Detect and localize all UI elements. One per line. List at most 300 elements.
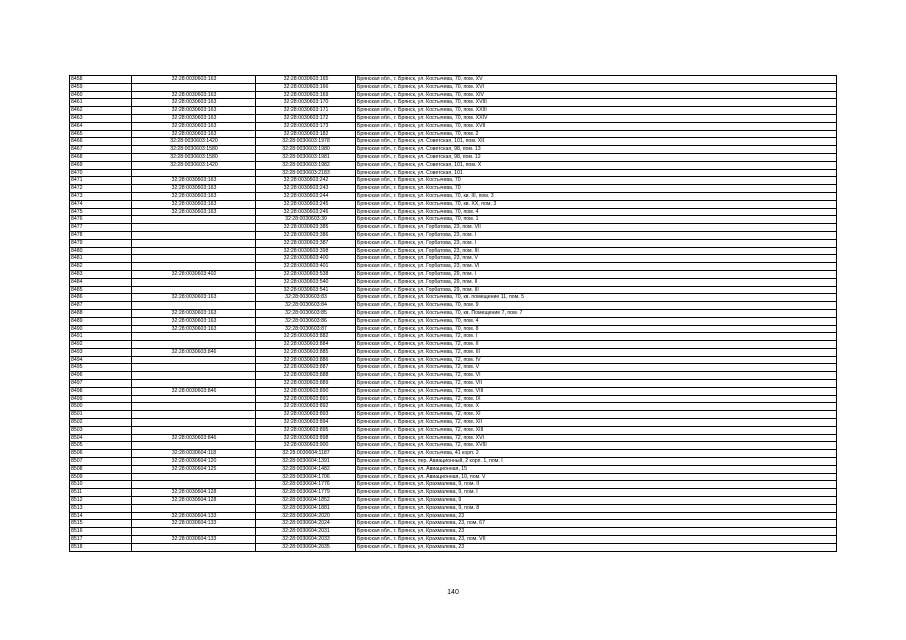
row-number-cell: 8513 bbox=[70, 504, 132, 512]
address-cell: Брянская обл., г. Брянск, ул. Авиационная, 10, пом. V bbox=[356, 473, 837, 481]
parent-cadastral-number-cell bbox=[132, 426, 256, 434]
table-row bbox=[70, 146, 837, 154]
parent-cadastral-number-cell: 32:28:0030604:133 bbox=[132, 536, 256, 544]
row-number-cell: 8464 bbox=[70, 122, 132, 130]
cadastral-number-cell: 32:28:0030603:894 bbox=[256, 419, 356, 427]
address-cell: Брянская обл., г. Брянск, ул. Костычева, 72, пом. XVI bbox=[356, 434, 837, 442]
row-number-cell: 8517 bbox=[70, 536, 132, 544]
cadastral-number-cell: 32:28:0030603:1980 bbox=[256, 146, 356, 154]
row-number-cell: 8465 bbox=[70, 130, 132, 138]
cadastral-number-cell: 32:28:0030603:398 bbox=[256, 247, 356, 255]
cadastral-number-cell: 32:28:0030603:1978 bbox=[256, 138, 356, 146]
parent-cadastral-number-cell: 32:28:0030603:163 bbox=[132, 200, 256, 208]
parent-cadastral-number-cell: 32:28:0030603:163 bbox=[132, 309, 256, 317]
address-cell: Брянская обл., г. Брянск, ул. Крахмалева, 23 bbox=[356, 543, 837, 551]
parent-cadastral-number-cell bbox=[132, 395, 256, 403]
parent-cadastral-number-cell bbox=[132, 481, 256, 489]
table-row bbox=[70, 450, 837, 458]
parent-cadastral-number-cell: 32:28:0030603:846 bbox=[132, 387, 256, 395]
cadastral-number-cell: 32:28:0030603:243 bbox=[256, 185, 356, 193]
parent-cadastral-number-cell bbox=[132, 504, 256, 512]
cadastral-number-cell: 32:28:0030604:1391 bbox=[256, 458, 356, 466]
cadastral-table bbox=[69, 75, 837, 552]
cadastral-number-cell: 32:28:0030603:893 bbox=[256, 411, 356, 419]
cadastral-number-cell: 32:28:0030603:890 bbox=[256, 387, 356, 395]
row-number-cell: 8486 bbox=[70, 294, 132, 302]
row-number-cell: 8468 bbox=[70, 153, 132, 161]
table-row bbox=[70, 224, 837, 232]
cadastral-number-cell: 32:28:0030603:172 bbox=[256, 114, 356, 122]
address-cell: Брянская обл., г. Брянск, ул. Советская, 101 bbox=[356, 169, 837, 177]
cadastral-number-cell: 32:28:0030603:30 bbox=[256, 216, 356, 224]
parent-cadastral-number-cell bbox=[132, 419, 256, 427]
parent-cadastral-number-cell bbox=[132, 528, 256, 536]
table-row bbox=[70, 419, 837, 427]
cadastral-number-cell: 32:28:0030603:400 bbox=[256, 255, 356, 263]
address-cell: Брянская обл., г. Брянск, ул. Крахмалева, 23 bbox=[356, 512, 837, 520]
cadastral-number-cell: 32:28:0030604:2031 bbox=[256, 528, 356, 536]
cadastral-number-cell: 32:28:0030603:541 bbox=[256, 286, 356, 294]
address-cell: Брянская обл., г. Брянск, ул. Костычева, 41 корп. 2 bbox=[356, 450, 837, 458]
address-cell: Брянская обл., г. Брянск, ул. Костычева, 70, пом. XV bbox=[356, 76, 837, 84]
row-number-cell: 8474 bbox=[70, 200, 132, 208]
parent-cadastral-number-cell bbox=[132, 169, 256, 177]
cadastral-number-cell: 32:28:0030604:1852 bbox=[256, 497, 356, 505]
row-number-cell: 8508 bbox=[70, 465, 132, 473]
address-cell: Брянская обл., г. Брянск, ул. Костычева, 70, пом. 4 bbox=[356, 317, 837, 325]
cadastral-number-cell: 32:28:0030603:885 bbox=[256, 348, 356, 356]
parent-cadastral-number-cell: 32:28:0030603:163 bbox=[132, 192, 256, 200]
address-cell: Брянская обл., г. Брянск, ул. Горбатова, 29, пом. I bbox=[356, 270, 837, 278]
row-number-cell: 8476 bbox=[70, 216, 132, 224]
cadastral-number-cell: 32:28:0030603:898 bbox=[256, 434, 356, 442]
row-number-cell: 8473 bbox=[70, 192, 132, 200]
address-cell: Брянская обл., г. Брянск, ул. Костычева, 72, пом. VII bbox=[356, 380, 837, 388]
cadastral-number-cell: 32:28:0030604:2033 bbox=[256, 536, 356, 544]
row-number-cell: 8500 bbox=[70, 403, 132, 411]
row-number-cell: 8491 bbox=[70, 333, 132, 341]
row-number-cell: 8505 bbox=[70, 442, 132, 450]
cadastral-number-cell: 32:28:0030603:170 bbox=[256, 99, 356, 107]
parent-cadastral-number-cell: 32:28:0030604:133 bbox=[132, 512, 256, 520]
address-cell: Брянская обл., г. Брянск, ул. Костычева, 70, кв. XX, пом. 3 bbox=[356, 200, 837, 208]
parent-cadastral-number-cell: 32:28:0030604:125 bbox=[132, 465, 256, 473]
table-row bbox=[70, 473, 837, 481]
parent-cadastral-number-cell bbox=[132, 255, 256, 263]
table-row bbox=[70, 356, 837, 364]
address-cell: Брянская обл., г. Брянск, ул. Костычева, 72, пом. V bbox=[356, 364, 837, 372]
cadastral-number-cell: 32:28:0030603:540 bbox=[256, 278, 356, 286]
cadastral-number-cell: 32:28:0030603:166 bbox=[256, 83, 356, 91]
address-cell: Брянская обл., г. Брянск, ул. Костычева, 72, пом. IV bbox=[356, 356, 837, 364]
cadastral-number-cell: 32:28:0030603:892 bbox=[256, 403, 356, 411]
address-cell: Брянская обл., г. Брянск, ул. Костычева, 70, пом. XVII bbox=[356, 122, 837, 130]
cadastral-number-cell: 32:28:0030604:1482 bbox=[256, 465, 356, 473]
address-cell: Брянская обл., г. Брянск, ул. Советская, 98, пом. 12 bbox=[356, 153, 837, 161]
table-row bbox=[70, 512, 837, 520]
table-row bbox=[70, 302, 837, 310]
cadastral-number-cell: 32:28:0030604:2020 bbox=[256, 512, 356, 520]
address-cell: Брянская обл., г. Брянск, ул. Горбатова, 29, пом. III bbox=[356, 286, 837, 294]
cadastral-number-cell: 32:28:0030603:888 bbox=[256, 372, 356, 380]
parent-cadastral-number-cell: 32:28:0030604:120 bbox=[132, 458, 256, 466]
address-cell: Брянская обл., г. Брянск, ул. Костычева, 70 bbox=[356, 185, 837, 193]
table-row bbox=[70, 403, 837, 411]
parent-cadastral-number-cell: 32:28:0030603:163 bbox=[132, 122, 256, 130]
row-number-cell: 8514 bbox=[70, 512, 132, 520]
row-number-cell: 8487 bbox=[70, 302, 132, 310]
row-number-cell: 8506 bbox=[70, 450, 132, 458]
row-number-cell: 8507 bbox=[70, 458, 132, 466]
parent-cadastral-number-cell bbox=[132, 341, 256, 349]
parent-cadastral-number-cell: 32:28:0030603:163 bbox=[132, 114, 256, 122]
table-row bbox=[70, 481, 837, 489]
row-number-cell: 8501 bbox=[70, 411, 132, 419]
row-number-cell: 8459 bbox=[70, 83, 132, 91]
parent-cadastral-number-cell bbox=[132, 263, 256, 271]
address-cell: Брянская обл., г. Брянск, ул. Костычева, 70, пом. 9 bbox=[356, 302, 837, 310]
address-cell: Брянская обл., г. Брянск, ул. Костычева, 70, пом. 2 bbox=[356, 130, 837, 138]
cadastral-number-cell: 32:28:0030603:169 bbox=[256, 91, 356, 99]
cadastral-number-cell: 32:28:0030603:386 bbox=[256, 231, 356, 239]
parent-cadastral-number-cell bbox=[132, 302, 256, 310]
table-row bbox=[70, 426, 837, 434]
cadastral-number-cell: 32:28:0030603:900 bbox=[256, 442, 356, 450]
parent-cadastral-number-cell bbox=[132, 239, 256, 247]
address-cell: Брянская обл., г. Брянск, ул. Крахмалева, 9, пом. II bbox=[356, 481, 837, 489]
table-row bbox=[70, 442, 837, 450]
parent-cadastral-number-cell: 32:28:0030603:163 bbox=[132, 99, 256, 107]
row-number-cell: 8502 bbox=[70, 419, 132, 427]
row-number-cell: 8497 bbox=[70, 380, 132, 388]
table-row bbox=[70, 317, 837, 325]
table-row bbox=[70, 458, 837, 466]
address-cell: Брянская обл., г. Брянск, ул. Костычева, 70, пом. 4 bbox=[356, 208, 837, 216]
row-number-cell: 8511 bbox=[70, 489, 132, 497]
address-cell: Брянская обл., г. Брянск, ул. Костычева, 72, пом. XVIII bbox=[356, 442, 837, 450]
row-number-cell: 8460 bbox=[70, 91, 132, 99]
address-cell: Брянская обл., г. Брянск, ул. Костычева, 72, пом. IX bbox=[356, 395, 837, 403]
cadastral-number-cell: 32:28:0030603:387 bbox=[256, 239, 356, 247]
cadastral-number-cell: 32:28:0030603:887 bbox=[256, 364, 356, 372]
table-row bbox=[70, 333, 837, 341]
table-row bbox=[70, 255, 837, 263]
row-number-cell: 8498 bbox=[70, 387, 132, 395]
table-row bbox=[70, 91, 837, 99]
row-number-cell: 8477 bbox=[70, 224, 132, 232]
cadastral-number-cell: 32:28:0030603:244 bbox=[256, 192, 356, 200]
address-cell: Брянская обл., г. Брянск, ул. Костычева, 70, пом. XVI bbox=[356, 83, 837, 91]
parent-cadastral-number-cell: 32:28:0030603:1580 bbox=[132, 146, 256, 154]
parent-cadastral-number-cell bbox=[132, 543, 256, 551]
address-cell: Брянская обл., г. Брянск, ул. Костычева, 70, пом. XXIII bbox=[356, 107, 837, 115]
parent-cadastral-number-cell bbox=[132, 83, 256, 91]
address-cell: Брянская обл., г. Брянск, ул. Горбатова, 23, пом. I bbox=[356, 239, 837, 247]
table-row bbox=[70, 169, 837, 177]
table-row bbox=[70, 263, 837, 271]
row-number-cell: 8504 bbox=[70, 434, 132, 442]
address-cell: Брянская обл., г. Брянск, ул. Костычева, 72, пом. II bbox=[356, 341, 837, 349]
parent-cadastral-number-cell: 32:28:0030603:846 bbox=[132, 348, 256, 356]
table-row bbox=[70, 76, 837, 84]
row-number-cell: 8463 bbox=[70, 114, 132, 122]
address-cell: Брянская обл., г. Брянск, ул. Крахмалева, 9, пом. 8 bbox=[356, 504, 837, 512]
parent-cadastral-number-cell: 32:28:0030603:1580 bbox=[132, 153, 256, 161]
row-number-cell: 8481 bbox=[70, 255, 132, 263]
address-cell: Брянская обл., г. Брянск, ул. Костычева, 72, пом. X bbox=[356, 403, 837, 411]
table-row bbox=[70, 411, 837, 419]
address-cell: Брянская обл., г. Брянск, ул. Советская, 98, пом. 13 bbox=[356, 146, 837, 154]
cadastral-number-cell: 32:28:0030603:882 bbox=[256, 333, 356, 341]
table-row bbox=[70, 270, 837, 278]
row-number-cell: 8483 bbox=[70, 270, 132, 278]
cadastral-number-cell: 32:28:0030604:1187 bbox=[256, 450, 356, 458]
address-cell: Брянская обл., г. Брянск, ул. Горбатова, 23, пом. V bbox=[356, 255, 837, 263]
table-row bbox=[70, 325, 837, 333]
row-number-cell: 8489 bbox=[70, 317, 132, 325]
cadastral-number-cell: 32:28:0030603:84 bbox=[256, 302, 356, 310]
table-row bbox=[70, 208, 837, 216]
address-cell: Брянская обл., г. Брянск, ул. Советская, 101, пом. XII bbox=[356, 138, 837, 146]
table-row bbox=[70, 247, 837, 255]
parent-cadastral-number-cell: 32:28:0030603:163 bbox=[132, 107, 256, 115]
address-cell: Брянская обл., г. Брянск, ул. Авиационная, 15 bbox=[356, 465, 837, 473]
row-number-cell: 8515 bbox=[70, 520, 132, 528]
cadastral-number-cell: 32:28:0030603:1981 bbox=[256, 153, 356, 161]
table-row bbox=[70, 294, 837, 302]
parent-cadastral-number-cell: 32:28:0030603:163 bbox=[132, 91, 256, 99]
address-cell: Брянская обл., г. Брянск, ул. Горбатова, 23, пом. I bbox=[356, 231, 837, 239]
row-number-cell: 8499 bbox=[70, 395, 132, 403]
parent-cadastral-number-cell: 32:28:0030603:163 bbox=[132, 208, 256, 216]
cadastral-number-cell: 32:28:0030603:85 bbox=[256, 309, 356, 317]
address-cell: Брянская обл., г. Брянск, пер. Авиационный, 2 корп. 1, пом. I bbox=[356, 458, 837, 466]
table-row bbox=[70, 372, 837, 380]
table-row bbox=[70, 465, 837, 473]
table-row bbox=[70, 216, 837, 224]
address-cell: Брянская обл., г. Брянск, ул. Крахмалева, 23, пом. VII bbox=[356, 536, 837, 544]
address-cell: Брянская обл., г. Брянск, ул. Костычева, 72, пом. VIII bbox=[356, 387, 837, 395]
table-row bbox=[70, 543, 837, 551]
cadastral-number-cell: 32:28:0030603:889 bbox=[256, 380, 356, 388]
address-cell: Брянская обл., г. Брянск, ул. Костычева, 70, пом. XIV bbox=[356, 91, 837, 99]
address-cell: Брянская обл., г. Брянск, ул. Костычева, 72, пом. III bbox=[356, 348, 837, 356]
table-row bbox=[70, 107, 837, 115]
address-cell: Брянская обл., г. Брянск, ул. Костычева, 72, пом. XII bbox=[356, 419, 837, 427]
cadastral-number-cell: 32:28:0030603:1982 bbox=[256, 161, 356, 169]
table-row bbox=[70, 387, 837, 395]
parent-cadastral-number-cell: 32:28:0030603:163 bbox=[132, 177, 256, 185]
row-number-cell: 8492 bbox=[70, 341, 132, 349]
address-cell: Брянская обл., г. Брянск, ул. Горбатова, 23, пом. VI bbox=[356, 263, 837, 271]
table-row bbox=[70, 286, 837, 294]
cadastral-number-cell: 32:28:0030603:182 bbox=[256, 130, 356, 138]
parent-cadastral-number-cell: 32:28:0030604:133 bbox=[132, 520, 256, 528]
address-cell: Брянская обл., г. Брянск, ул. Костычева, 72, пом. I bbox=[356, 333, 837, 341]
row-number-cell: 8471 bbox=[70, 177, 132, 185]
row-number-cell: 8469 bbox=[70, 161, 132, 169]
parent-cadastral-number-cell bbox=[132, 278, 256, 286]
row-number-cell: 8493 bbox=[70, 348, 132, 356]
cadastral-number-cell: 32:28:0030603:884 bbox=[256, 341, 356, 349]
address-cell: Брянская обл., г. Брянск, ул. Советская, 101, пом. X bbox=[356, 161, 837, 169]
parent-cadastral-number-cell bbox=[132, 411, 256, 419]
row-number-cell: 8479 bbox=[70, 239, 132, 247]
parent-cadastral-number-cell: 32:28:0030603:1420 bbox=[132, 161, 256, 169]
parent-cadastral-number-cell bbox=[132, 224, 256, 232]
parent-cadastral-number-cell bbox=[132, 216, 256, 224]
address-cell: Брянская обл., г. Брянск, ул. Костычева, 70, кв. помещение 11, пом. 5 bbox=[356, 294, 837, 302]
table-row bbox=[70, 536, 837, 544]
cadastral-number-cell: 32:28:0030603:171 bbox=[256, 107, 356, 115]
row-number-cell: 8484 bbox=[70, 278, 132, 286]
cadastral-number-cell: 32:28:0030603:385 bbox=[256, 224, 356, 232]
address-cell: Брянская обл., г. Брянск, ул. Крахмалева, 9, пом. I bbox=[356, 489, 837, 497]
cadastral-number-cell: 32:28:0030604:1779 bbox=[256, 489, 356, 497]
table-row bbox=[70, 364, 837, 372]
parent-cadastral-number-cell: 32:28:0030604:128 bbox=[132, 489, 256, 497]
parent-cadastral-number-cell bbox=[132, 403, 256, 411]
address-cell: Брянская обл., г. Брянск, ул. Костычева, 70, кв. III, пом. 3 bbox=[356, 192, 837, 200]
table-row bbox=[70, 114, 837, 122]
row-number-cell: 8510 bbox=[70, 481, 132, 489]
address-cell: Брянская обл., г. Брянск, ул. Костычева, 72, пом. VI bbox=[356, 372, 837, 380]
table-row bbox=[70, 83, 837, 91]
parent-cadastral-number-cell bbox=[132, 473, 256, 481]
table-row bbox=[70, 489, 837, 497]
address-cell: Брянская обл., г. Брянск, ул. Горбатова, 23, пом. VII bbox=[356, 224, 837, 232]
row-number-cell: 8495 bbox=[70, 364, 132, 372]
table-row bbox=[70, 348, 837, 356]
address-cell: Брянская обл., г. Брянск, ул. Костычева, 72, пом. XI bbox=[356, 411, 837, 419]
table-row bbox=[70, 239, 837, 247]
parent-cadastral-number-cell bbox=[132, 364, 256, 372]
table-row bbox=[70, 395, 837, 403]
table-row bbox=[70, 528, 837, 536]
address-cell: Брянская обл., г. Брянск, ул. Костычева, 72, пом. XIII bbox=[356, 426, 837, 434]
row-number-cell: 8478 bbox=[70, 231, 132, 239]
row-number-cell: 8490 bbox=[70, 325, 132, 333]
row-number-cell: 8496 bbox=[70, 372, 132, 380]
cadastral-number-cell: 32:28:0030603:886 bbox=[256, 356, 356, 364]
address-cell: Брянская обл., г. Брянск, ул. Костычева, 70, пом. 8 bbox=[356, 325, 837, 333]
row-number-cell: 8494 bbox=[70, 356, 132, 364]
table-row bbox=[70, 99, 837, 107]
table-row bbox=[70, 200, 837, 208]
cadastral-number-cell: 32:28:0030603:895 bbox=[256, 426, 356, 434]
page-number: 140 bbox=[447, 589, 459, 596]
row-number-cell: 8467 bbox=[70, 146, 132, 154]
table-row bbox=[70, 231, 837, 239]
parent-cadastral-number-cell: 32:28:0030604:128 bbox=[132, 497, 256, 505]
address-cell: Брянская обл., г. Брянск, ул. Костычева, 70, кв. Помещение 7, пом. 7 bbox=[356, 309, 837, 317]
address-cell: Брянская обл., г. Брянск, ул. Горбатова, 23, пом. III bbox=[356, 247, 837, 255]
row-number-cell: 8488 bbox=[70, 309, 132, 317]
cadastral-number-cell: 32:28:0030603:2183 bbox=[256, 169, 356, 177]
parent-cadastral-number-cell: 32:28:0030603:163 bbox=[132, 325, 256, 333]
row-number-cell: 8472 bbox=[70, 185, 132, 193]
cadastral-number-cell: 32:28:0030603:538 bbox=[256, 270, 356, 278]
row-number-cell: 8475 bbox=[70, 208, 132, 216]
cadastral-number-cell: 32:28:0030603:401 bbox=[256, 263, 356, 271]
cadastral-number-cell: 32:28:0030603:245 bbox=[256, 200, 356, 208]
row-number-cell: 8480 bbox=[70, 247, 132, 255]
cadastral-number-cell: 32:28:0030603:246 bbox=[256, 208, 356, 216]
parent-cadastral-number-cell bbox=[132, 442, 256, 450]
row-number-cell: 8458 bbox=[70, 76, 132, 84]
table-row bbox=[70, 520, 837, 528]
table-row bbox=[70, 341, 837, 349]
cadastral-number-cell: 32:28:0030603:242 bbox=[256, 177, 356, 185]
address-cell: Брянская обл., г. Брянск, ул. Горбатова, 29, пом. II bbox=[356, 278, 837, 286]
address-cell: Брянская обл., г. Брянск, ул. Костычева, 70, пом. XXIV bbox=[356, 114, 837, 122]
row-number-cell: 8518 bbox=[70, 543, 132, 551]
row-number-cell: 8512 bbox=[70, 497, 132, 505]
address-cell: Брянская обл., г. Брянск, ул. Крахмалева, 23, пом. 67 bbox=[356, 520, 837, 528]
parent-cadastral-number-cell bbox=[132, 231, 256, 239]
cadastral-number-cell: 32:28:0030603:87 bbox=[256, 325, 356, 333]
row-number-cell: 8466 bbox=[70, 138, 132, 146]
row-number-cell: 8482 bbox=[70, 263, 132, 271]
table-row bbox=[70, 130, 837, 138]
cadastral-number-cell: 32:28:0030603:86 bbox=[256, 317, 356, 325]
parent-cadastral-number-cell: 32:28:0030603:163 bbox=[132, 294, 256, 302]
cadastral-number-cell: 32:28:0030604:1706 bbox=[256, 473, 356, 481]
cadastral-number-cell: 32:28:0030604:2024 bbox=[256, 520, 356, 528]
address-cell: Брянская обл., г. Брянск, ул. Крахмалева, 9 bbox=[356, 497, 837, 505]
table-row bbox=[70, 185, 837, 193]
address-cell: Брянская обл., г. Брянск, ул. Костычева, 70, пом. 1 bbox=[356, 216, 837, 224]
table-row bbox=[70, 380, 837, 388]
address-cell: Брянская обл., г. Брянск, ул. Костычева, 70, пом. XVIII bbox=[356, 99, 837, 107]
parent-cadastral-number-cell: 32:28:0030603:1420 bbox=[132, 138, 256, 146]
row-number-cell: 8470 bbox=[70, 169, 132, 177]
parent-cadastral-number-cell bbox=[132, 247, 256, 255]
cadastral-number-cell: 32:28:0030603:173 bbox=[256, 122, 356, 130]
address-cell: Брянская обл., г. Брянск, ул. Крахмалева, 23 bbox=[356, 528, 837, 536]
cadastral-number-cell: 32:28:0030604:1881 bbox=[256, 504, 356, 512]
row-number-cell: 8461 bbox=[70, 99, 132, 107]
row-number-cell: 8462 bbox=[70, 107, 132, 115]
parent-cadastral-number-cell: 32:28:0030603:163 bbox=[132, 317, 256, 325]
cadastral-number-cell: 32:28:0030603:891 bbox=[256, 395, 356, 403]
table-row bbox=[70, 153, 837, 161]
parent-cadastral-number-cell: 32:28:0030604:118 bbox=[132, 450, 256, 458]
table-row bbox=[70, 122, 837, 130]
parent-cadastral-number-cell: 32:28:0030603:163 bbox=[132, 130, 256, 138]
parent-cadastral-number-cell: 32:28:0030603:402 bbox=[132, 270, 256, 278]
cadastral-number-cell: 32:28:0030604:1776 bbox=[256, 481, 356, 489]
parent-cadastral-number-cell bbox=[132, 372, 256, 380]
table-row bbox=[70, 192, 837, 200]
parent-cadastral-number-cell bbox=[132, 380, 256, 388]
parent-cadastral-number-cell bbox=[132, 286, 256, 294]
parent-cadastral-number-cell bbox=[132, 333, 256, 341]
cadastral-number-cell: 32:28:0030604:2035 bbox=[256, 543, 356, 551]
row-number-cell: 8503 bbox=[70, 426, 132, 434]
parent-cadastral-number-cell: 32:28:0030603:163 bbox=[132, 76, 256, 84]
parent-cadastral-number-cell bbox=[132, 356, 256, 364]
row-number-cell: 8516 bbox=[70, 528, 132, 536]
table-body bbox=[70, 76, 837, 552]
table-row bbox=[70, 497, 837, 505]
row-number-cell: 8485 bbox=[70, 286, 132, 294]
table-row bbox=[70, 309, 837, 317]
table-row bbox=[70, 278, 837, 286]
address-cell: Брянская обл., г. Брянск, ул. Костычева, 70 bbox=[356, 177, 837, 185]
cadastral-number-cell: 32:28:0030603:165 bbox=[256, 76, 356, 84]
table-row bbox=[70, 161, 837, 169]
